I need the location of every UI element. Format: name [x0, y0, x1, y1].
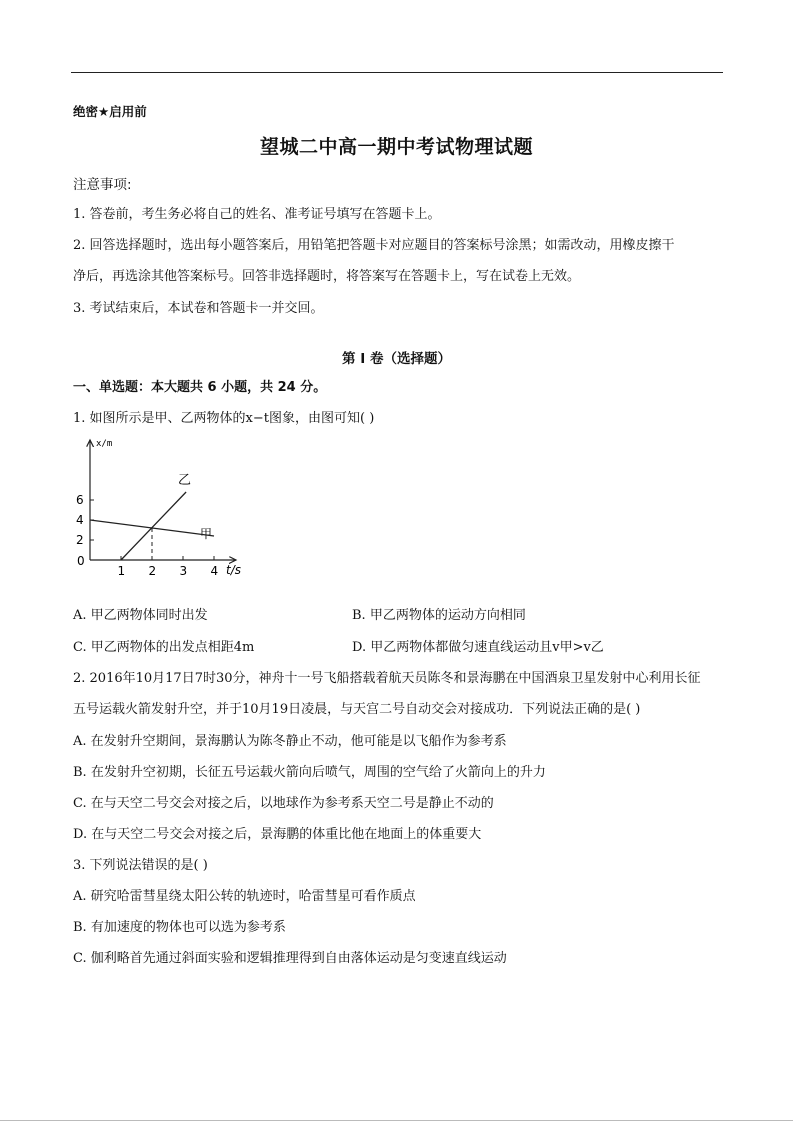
q2-option-c: C. 在与天空二号交会对接之后，以地球作为参考系天空二号是静止不动的	[73, 796, 494, 811]
q1-option-a: A. 甲乙两物体同时出发	[73, 608, 208, 623]
q1-option-c: C. 甲乙两物体的出发点相距4m	[73, 640, 255, 655]
x-tick-label-2: 2	[148, 564, 157, 578]
page-title: 望城二中高一期中考试物理试题	[259, 136, 533, 158]
x-tick-label-3: 3	[179, 564, 188, 578]
y-tick-label-2: 2	[76, 533, 84, 547]
top-rule	[71, 72, 723, 73]
x-axis-label: t/s	[226, 563, 241, 577]
bottom-rule	[0, 1120, 793, 1121]
y-axis-label: x/m	[96, 439, 113, 449]
q2-option-a: A. 在发射升空期间，景海鹏认为陈冬静止不动，他可能是以飞船作为参考系	[73, 734, 507, 749]
x-tick-label-4: 4	[210, 564, 219, 578]
notice-heading: 注意事项:	[73, 177, 132, 193]
q2-stem-line1: 2. 2016年10月17日7时30分，神舟十一号飞船搭载着航天员陈冬和景海鹏在中国酒泉卫星发射中心利用长征	[73, 671, 701, 686]
section-title: 第 I 卷（选择题）	[342, 351, 451, 367]
notice-item-2-cont: 净后，再选涂其他答案标号。回答非选择题时，将答案写在答题卡上，写在试卷上无效。	[73, 269, 581, 284]
notice-item-3: 3. 考试结束后，本试卷和答题卡一并交回。	[73, 301, 324, 316]
y-tick-label-4: 4	[76, 513, 84, 527]
q3-stem: 3. 下列说法错误的是( )	[73, 858, 208, 873]
y-tick-label-6: 6	[76, 493, 84, 507]
q3-option-b: B. 有加速度的物体也可以选为参考系	[73, 920, 286, 935]
xt-chart	[70, 432, 260, 582]
q1-option-d: D. 甲乙两物体都做匀速直线运动且v甲>v乙	[352, 640, 604, 655]
series-label-jia: 甲	[200, 527, 213, 541]
origin-label: 0	[77, 554, 85, 568]
part-heading: 一、单选题：本大题共 6 小题，共 24 分。	[73, 380, 327, 395]
q3-option-c: C. 伽利略首先通过斜面实验和逻辑推理得到自由落体运动是匀变速直线运动	[73, 951, 507, 966]
secret-label: 绝密★启用前	[73, 104, 147, 119]
q2-option-d: D. 在与天空二号交会对接之后，景海鹏的体重比他在地面上的体重要大	[73, 827, 482, 842]
q1-stem: 1. 如图所示是甲、乙两物体的x−t图象，由图可知( )	[73, 411, 375, 426]
q2-option-b: B. 在发射升空初期，长征五号运载火箭向后喷气，周围的空气给了火箭向上的升力	[73, 765, 546, 780]
notice-item-2: 2. 回答选择题时，选出每小题答案后，用铅笔把答题卡对应题目的答案标号涂黑；如需改动，用橡皮擦干	[73, 238, 675, 253]
series-line-1	[121, 492, 186, 560]
q2-stem-line2: 五号运载火箭发射升空，并于10月19日凌晨，与天宫二号自动交会对接成功．下列说法正确的是( )	[73, 702, 641, 717]
x-tick-label-1: 1	[117, 564, 126, 578]
notice-item-1: 1. 答卷前，考生务必将自己的姓名、准考证号填写在答题卡上。	[73, 207, 441, 222]
series-label-yi: 乙	[178, 473, 192, 488]
q1-option-b: B. 甲乙两物体的运动方向相同	[352, 608, 526, 623]
q3-option-a: A. 研究哈雷彗星绕太阳公转的轨迹时，哈雷彗星可看作质点	[73, 889, 416, 904]
